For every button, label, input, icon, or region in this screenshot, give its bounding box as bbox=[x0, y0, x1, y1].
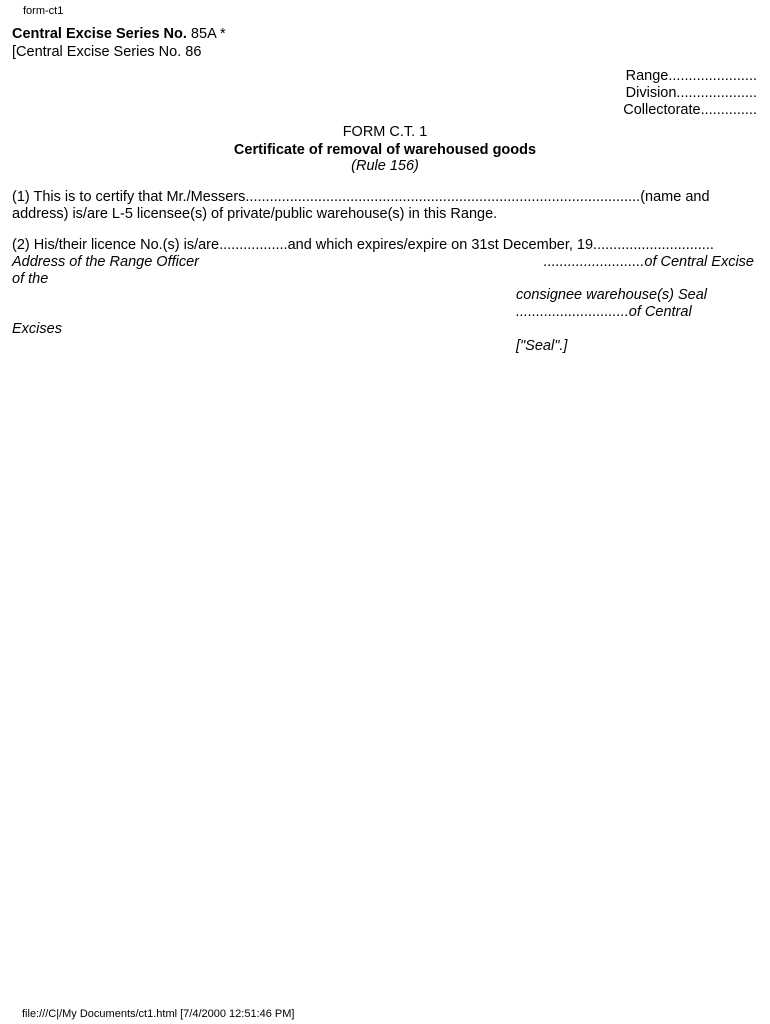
collectorate-field: Collectorate.............. bbox=[623, 102, 757, 118]
paragraph-2: (2) His/their licence No.(s) is/are.................and which expires/expire on 31st December, 19.............................. bbox=[12, 237, 714, 253]
series-label: Central Excise Series No. bbox=[12, 26, 187, 42]
of-the-label: of the bbox=[12, 271, 49, 287]
rule-reference: (Rule 156) bbox=[351, 158, 419, 174]
form-title: FORM C.T. 1 bbox=[342, 124, 428, 140]
address-range-officer: Address of the Range Officer bbox=[12, 254, 199, 270]
consignee-seal-label: consignee warehouse(s) Seal bbox=[516, 287, 708, 303]
page-footer-path: file:///C|/My Documents/ct1.html [7/4/2000 12:51:46 PM] bbox=[22, 1008, 295, 1020]
series-number bbox=[12, 26, 226, 42]
series-value: 85A * bbox=[186, 26, 226, 42]
of-central-label: ............................of Central bbox=[516, 304, 692, 320]
series-number-alt: [Central Excise Series No. 86 bbox=[12, 44, 202, 60]
paragraph-1: (1) This is to certify that Mr./Messers..................................................................................................(name and address) is/are L-5 licensee(s) of private/public warehouse(s) in this Range. bbox=[12, 189, 710, 222]
page-header-tag: form-ct1 bbox=[23, 5, 64, 17]
certificate-title: Certificate of removal of warehoused goods bbox=[233, 142, 537, 158]
division-field: Division.................... bbox=[625, 85, 757, 101]
range-field: Range...................... bbox=[625, 68, 757, 84]
excises-label: Excises bbox=[12, 321, 62, 337]
seal-label: ["Seal".] bbox=[516, 338, 568, 354]
of-central-excise-label: .........................of Central Excise bbox=[543, 254, 754, 270]
